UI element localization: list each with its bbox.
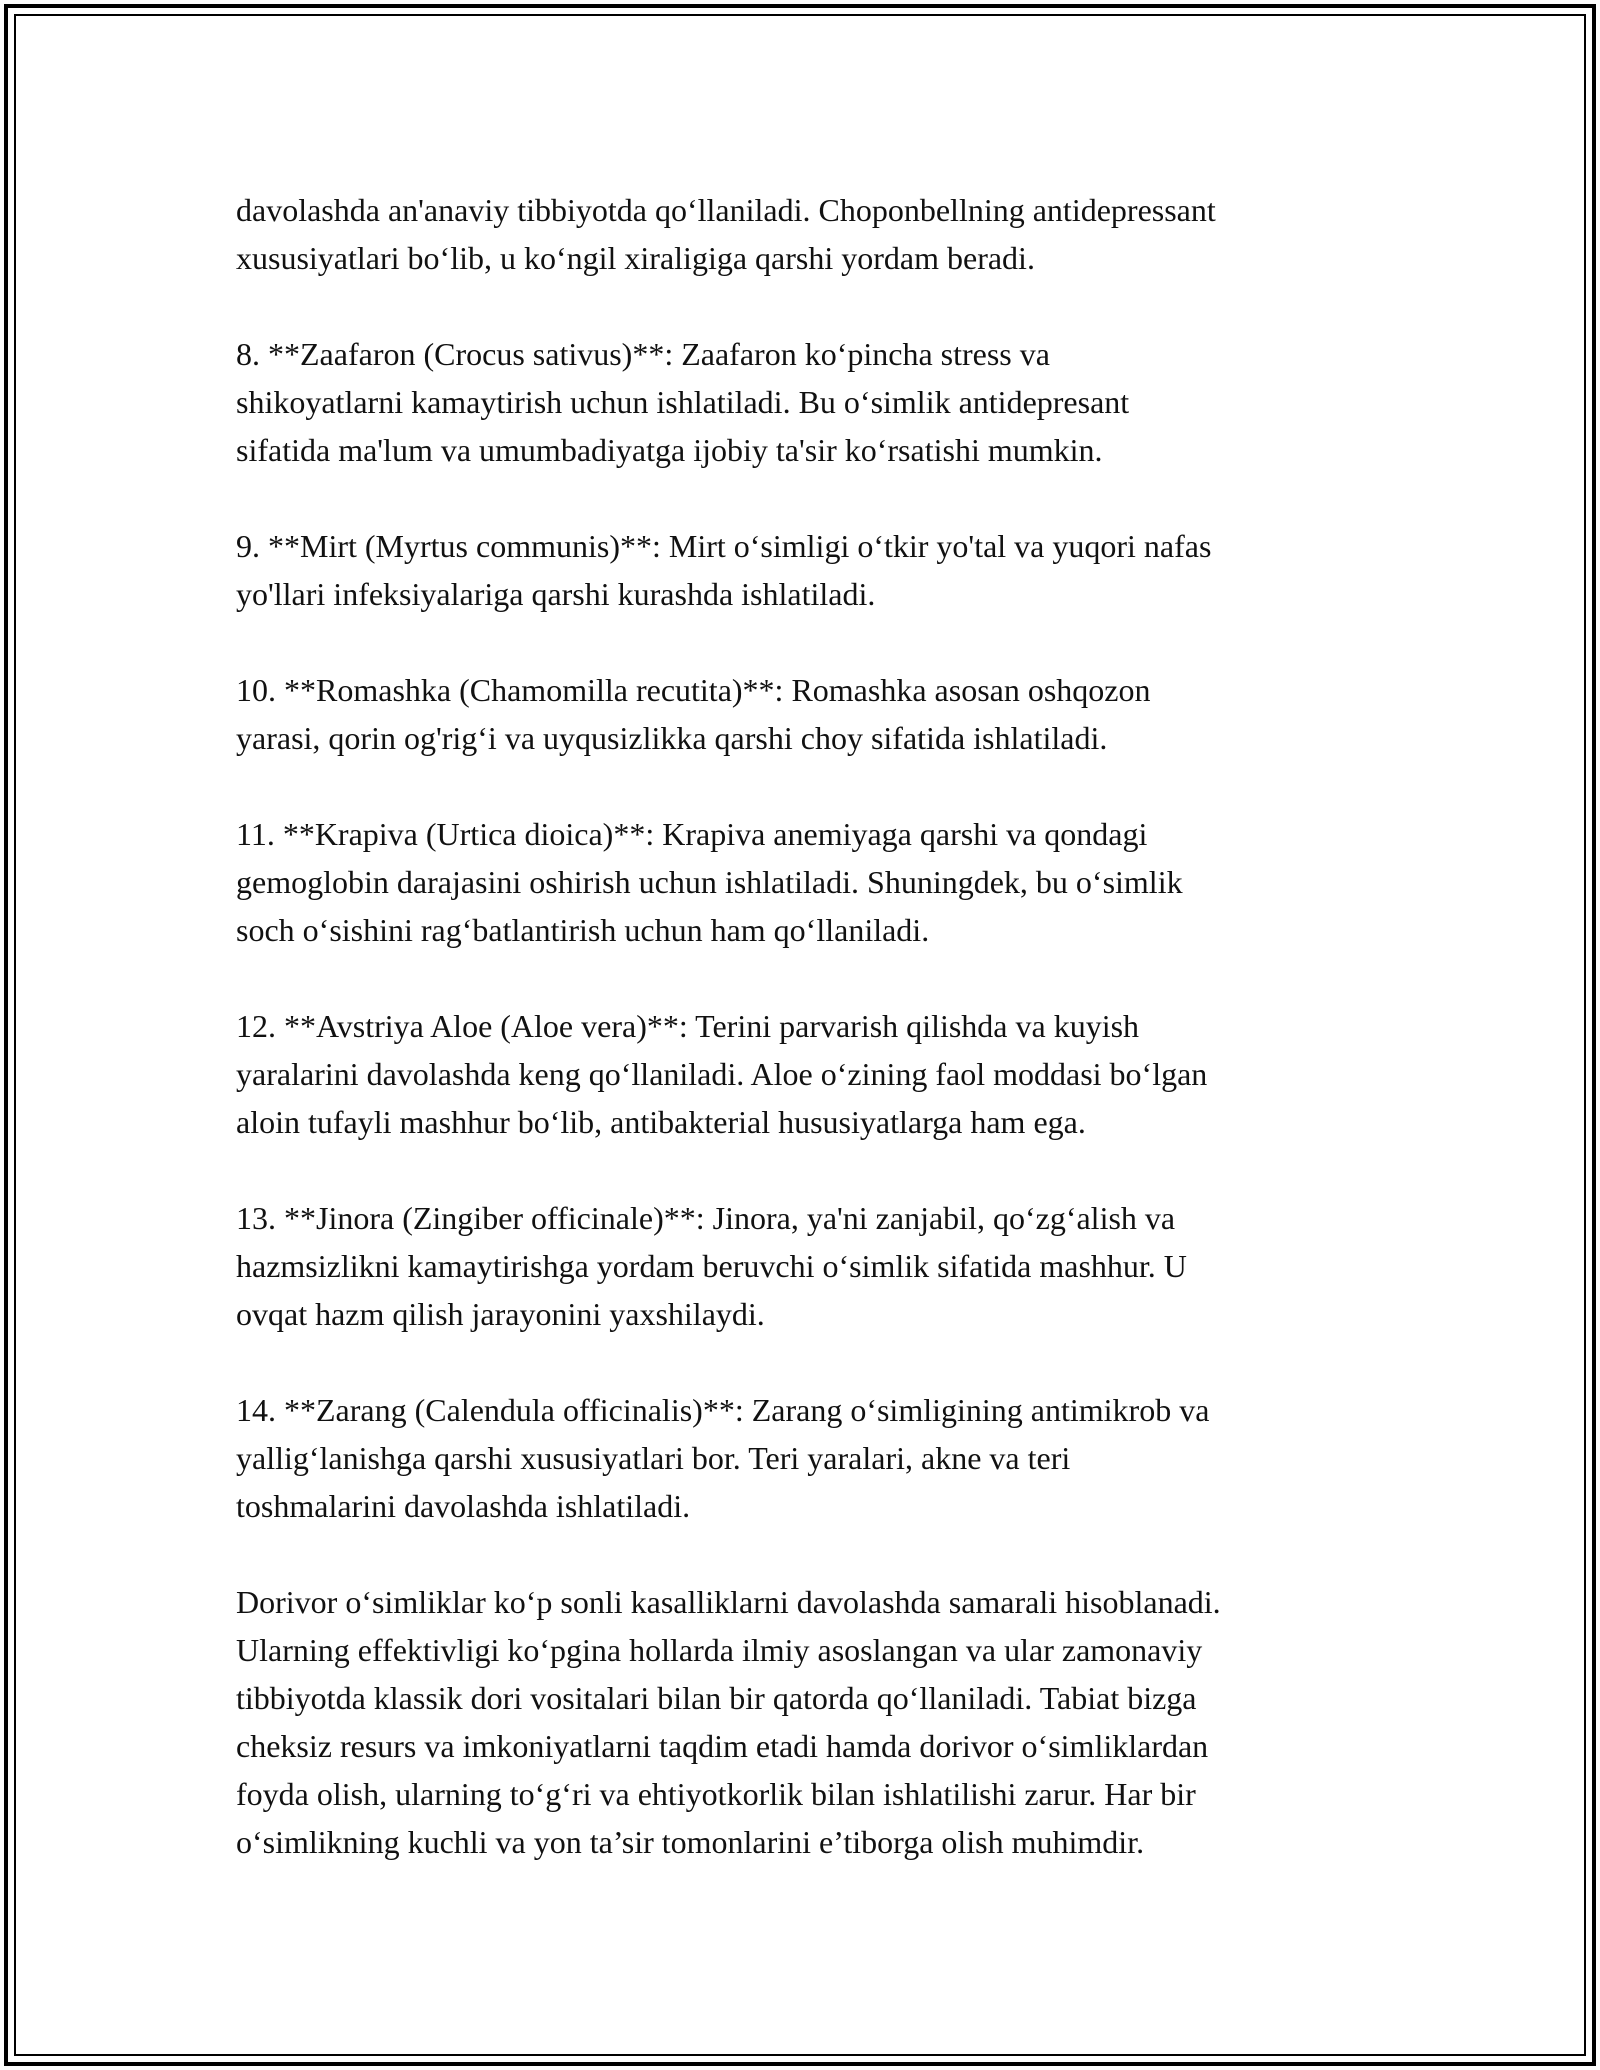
paragraph-item-12-aloe: 12. **Avstriya Aloe (Aloe vera)**: Terini parvarish qilishda va kuyish yaralarini davolashda keng qo‘llaniladi. Aloe o‘zining faol moddasi bo‘lgan aloin tufayli mashhur bo‘lib, antibakterial hususiyatlarga ham ega. <box>236 1008 1208 1140</box>
paragraph-item-9-mirt: 9. **Mirt (Myrtus communis)**: Mirt o‘simligi o‘tkir yo'tal va yuqori nafas yo'llari infeksiyalariga qarshi kurashda ishlatiladi. <box>236 528 1212 612</box>
paragraph-item-14-zarang: 14. **Zarang (Calendula officinalis)**: Zarang o‘simligining antimikrob va yallig‘lanishga qarshi xususiyatlari bor. Teri yaralari, akne va teri toshmalarini davolashda ishlatiladi. <box>236 1392 1210 1524</box>
paragraph-item-10-romashka: 10. **Romashka (Chamomilla recutita)**: Romashka asosan oshqozon yarasi, qorin og'rig‘i va uyqusizlikka qarshi choy sifatida ishlatiladi. <box>236 672 1151 756</box>
paragraph-item-11-krapiva: 11. **Krapiva (Urtica dioica)**: Krapiva anemiyaga qarshi va qondagi gemoglobin darajasini oshirish uchun ishlatiladi. Shuningdek, bu o‘simlik soch o‘sishini rag‘batlantirish uchun ham qo‘llaniladi. <box>236 816 1183 948</box>
paragraph-conclusion: Dorivor o‘simliklar ko‘p sonli kasalliklarni davolashda samarali hisoblanadi. Ularning effektivligi ko‘pgina hollarda ilmiy asoslangan va ular zamonaviy tibbiyotda klassik dori vositalari bilan bir qatorda qo‘llaniladi. Tabiat bizga cheksiz resurs va imkoniyatlarni taqdim etadi hamda dorivor o‘simliklardan foyda olish, ularning to‘g‘ri va ehtiyotkorlik bilan ishlatilishi zarur. Har bir o‘simlikning kuchli va yon ta’sir tomonlarini e’tiborga olish muhimdir. <box>236 1584 1221 1860</box>
paragraph-item-13-jinora: 13. **Jinora (Zingiber officinale)**: Jinora, ya'ni zanjabil, qo‘zg‘alish va hazmsizlikni kamaytirishga yordam beruvchi o‘simlik sifatida mashhur. U ovqat hazm qilish jarayonini yaxshilaydi. <box>236 1200 1187 1332</box>
paragraph-choponbell-continuation: davolashda an'anaviy tibbiyotda qo‘llaniladi. Choponbellning antidepressant xususiyatlari bo‘lib, u ko‘ngil xiraligiga qarshi yordam beradi. <box>236 192 1216 276</box>
paragraph-item-8-zaafaron: 8. **Zaafaron (Crocus sativus)**: Zaafaron ko‘pincha stress va shikoyatlarni kamaytirish uchun ishlatiladi. Bu o‘simlik antidepresant sifatida ma'lum va umumbadiyatga ijobiy ta'sir ko‘rsatishi mumkin. <box>236 336 1130 468</box>
document-body <box>236 186 1396 1866</box>
